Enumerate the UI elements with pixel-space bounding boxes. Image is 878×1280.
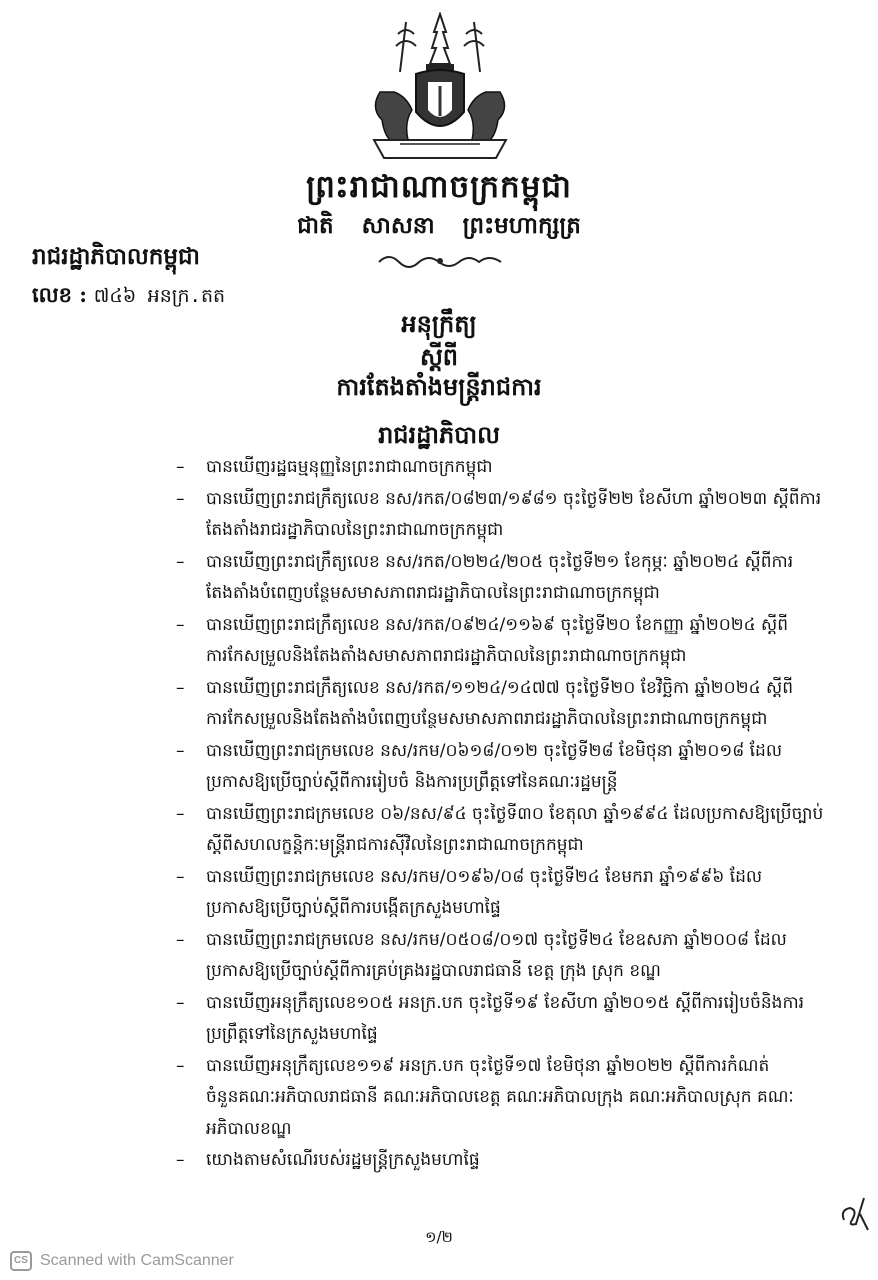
list-item: – បានឃើញព្រះរាជក្រឹត្យលេខ នស/រកត/០៩២៤/១១៦៩ ចុះថ្ងៃទី២០ ខែកញ្ញា ឆ្នាំ២០២៤ ស្តីពីការកែសម្រួលនិងតែងតាំងសមាសភាពរាជរដ្ឋាភិបាលនៃព្រះរាជាណាចក្រកម្ពុជា: [176, 610, 826, 673]
national-motto: ជាតិ សាសនា ព្រះមហាក្សត្រ: [297, 212, 581, 239]
list-item: – បានឃើញអនុក្រឹត្យលេខ១១៩ អនក្រ.បក ចុះថ្ងៃទី១៧ ខែមិថុនា ឆ្នាំ២០២២ ស្តីពីការកំណត់ចំនួនគណៈអភិបាលរាជធានី គណៈអភិបាលខេត្ត គណៈអភិបាលក្រុង គណៈអភិបាលស្រុក គណៈអភិបាលខណ្ឌ: [176, 1051, 826, 1146]
list-item: – យោងតាមសំណើរបស់រដ្ឋមន្ត្រីក្រសួងមហាផ្ទៃ: [176, 1145, 826, 1177]
list-item: – បានឃើញព្រះរាជក្រមលេខ នស/រកម/០១៩៦/០៨ ចុះថ្ងៃទី២៤ ខែមករា ឆ្នាំ១៩៩៦ ដែលប្រកាសឱ្យប្រើច្បាប់ស្តីពីការបង្កើតក្រសួងមហាផ្ទៃ: [176, 862, 826, 925]
document-type-title: អនុក្រឹត្យ: [401, 309, 477, 338]
list-item: – បានឃើញព្រះរាជក្រមលេខ នស/រកម/០៦១៨/០១២ ចុះថ្ងៃទី២៨ ខែមិថុនា ឆ្នាំ២០១៨ ដែលប្រកាសឱ្យប្រើច្បាប់ស្តីពីការរៀបចំ និងការប្រព្រឹត្តទៅនៃគណៈរដ្ឋមន្ត្រី: [176, 736, 826, 799]
decorative-flourish-icon: [375, 250, 505, 272]
list-item: – បានឃើញព្រះរាជក្រមលេខ នស/រកម/០៥០៨/០១៧ ចុះថ្ងៃទី២៤ ខែឧសភា ឆ្នាំ២០០៨ ដែលប្រកាសឱ្យប្រើច្បាប់ស្តីពីការគ្រប់គ្រងរដ្ឋបាលរាជធានី ខេត្ត ក្រុង ស្រុក ខណ្ឌ: [176, 925, 826, 988]
scanner-text: Scanned with CamScanner: [40, 1252, 234, 1269]
list-item: – បានឃើញព្រះរាជក្រឹត្យលេខ នស/រកត/០២២៤/២០៥ ចុះថ្ងៃទី២១ ខែកុម្ភៈ ឆ្នាំ២០២៤ ស្តីពីការតែងតាំងបំពេញបន្ថែមសមាសភាពរាជរដ្ឋាភិបាលនៃព្រះរាជាណាចក្រកម្ពុជា: [176, 547, 826, 610]
scanner-watermark: [10, 1250, 234, 1272]
list-item: – បានឃើញព្រះរាជក្រឹត្យលេខ នស/រកត/០៨២៣/១៩៨១ ចុះថ្ងៃទី២២ ខែសីហា ឆ្នាំ២០២៣ ស្តីពីការតែងតាំងរាជរដ្ឋាភិបាលនៃព្រះរាជាណាចក្រកម្ពុជា: [176, 484, 826, 547]
kingdom-heading: ព្រះរាជាណាចក្រកម្ពុជា: [306, 169, 572, 205]
number-value: ៧៤៦ អនក្រ.តត: [93, 285, 226, 307]
document-subject: ការតែងតាំងមន្ត្រីរាជការ: [336, 372, 542, 401]
issuer-heading: រាជរដ្ឋាភិបាល: [378, 420, 500, 449]
list-item: – បានឃើញព្រះរាជក្រមលេខ ០៦/នស/៩៤ ចុះថ្ងៃទី៣០ ខែតុលា ឆ្នាំ១៩៩៤ ដែលប្រកាសឱ្យប្រើច្បាប់ស្តីពីសហលក្ខន្តិកៈមន្ត្រីរាជការស៊ីវិលនៃព្រះរាជាណាចក្រកម្ពុជា: [176, 799, 826, 862]
royal-coat-of-arms-icon: [360, 12, 520, 162]
list-item: – បានឃើញព្រះរាជក្រឹត្យលេខ នស/រកត/១១២៤/១៤៧៧ ចុះថ្ងៃទី២០ ខែវិច្ឆិកា ឆ្នាំ២០២៤ ស្តីពីការកែសម្រួលនិងតែងតាំងបំពេញបន្ថែមសមាសភាពរាជរដ្ឋាភិបាលនៃព្រះរាជាណាចក្រកម្ពុជា: [176, 673, 826, 736]
list-item: – បានឃើញអនុក្រឹត្យលេខ១០៥ អនក្រ.បក ចុះថ្ងៃទី១៩ ខែសីហា ឆ្នាំ២០១៥ ស្តីពីការរៀបចំនិងការប្រព្រឹត្តទៅនៃក្រសួងមហាផ្ទៃ: [176, 988, 826, 1051]
document-about: ស្តីពី: [419, 342, 459, 371]
considerations-list: [176, 452, 826, 1177]
issuing-government: រាជរដ្ឋាភិបាលកម្ពុជា: [32, 243, 200, 270]
page-number: ១/២: [425, 1228, 453, 1246]
list-item: – បានឃើញរដ្ឋធម្មនុញ្ញនៃព្រះរាជាណាចក្រកម្ពុជា: [176, 452, 826, 484]
handwritten-initials-icon: [838, 1190, 872, 1234]
camscanner-logo-icon: CS: [10, 1251, 32, 1271]
number-label: លេខ :: [32, 282, 88, 307]
